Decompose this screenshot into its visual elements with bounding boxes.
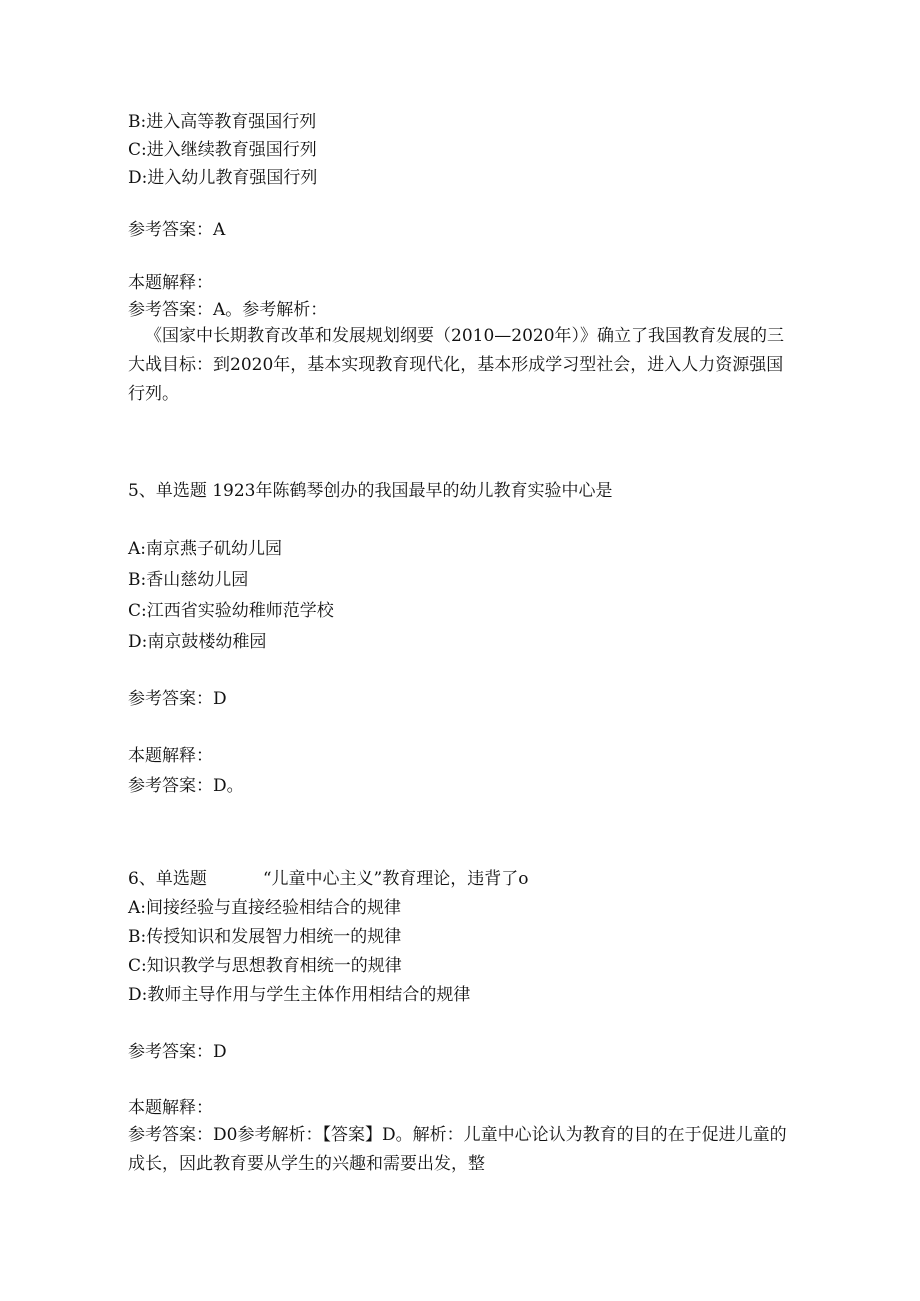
q6-stem-text: “儿童中心主义”教育理论，违背了o — [262, 869, 529, 889]
q4-option-c: C:进入继续教育强国行列 — [128, 140, 317, 160]
q6-explanation-label: 本题解释： — [128, 1098, 213, 1118]
q5-option-a: A:南京燕子矶幼儿园 — [128, 539, 283, 559]
q5-stem: 5、单选题 1923年陈鹤琴创办的我国最早的幼儿教育实验中心是 — [128, 481, 613, 501]
q6-option-d: D:教师主导作用与学生主体作用相结合的规律 — [128, 985, 471, 1005]
q4-explanation-lead: 参考答案：A。参考解析： — [128, 300, 328, 320]
q5-explanation-label: 本题解释： — [128, 746, 213, 766]
q4-explanation-body: 《国家中长期教育改革和发展规划纲要（2010—2020年）》确立了我国教育发展的三大战目标：到2020年，基本实现教育现代化，基本形成学习型社会，进入人力资源强国行列。 — [128, 326, 785, 404]
q5-option-c: C:江西省实验幼稚师范学校 — [128, 601, 334, 621]
q5-option-d: D:南京鼓楼幼稚园 — [128, 632, 267, 652]
q6-option-a: A:间接经验与直接经验相结合的规律 — [128, 898, 402, 918]
q6-stem-number: 6、单选题 — [128, 869, 207, 889]
q4-option-b: B:进入高等教育强国行列 — [128, 112, 317, 132]
q6-option-b: B:传授知识和发展智力相统一的规律 — [128, 927, 402, 947]
q4-answer: 参考答案：A — [128, 220, 226, 240]
q6-stem — [128, 868, 528, 890]
q6-explanation-body: 参考答案：D0参考解析：【答案】D。解析：儿童中心论认为教育的目的在于促进儿童的成长，因此教育要从学生的兴趣和需要出发，整 — [128, 1125, 787, 1174]
q4-option-d: D:进入幼儿教育强国行列 — [128, 168, 318, 188]
q6-answer: 参考答案：D — [128, 1042, 227, 1062]
q4-explanation-label: 本题解释： — [128, 273, 213, 293]
q5-option-b: B:香山慈幼儿园 — [128, 570, 249, 590]
q5-explanation-lead: 参考答案：D。 — [128, 776, 244, 796]
q5-answer: 参考答案：D — [128, 689, 227, 709]
q6-option-c: C:知识教学与思想教育相统一的规律 — [128, 956, 402, 976]
